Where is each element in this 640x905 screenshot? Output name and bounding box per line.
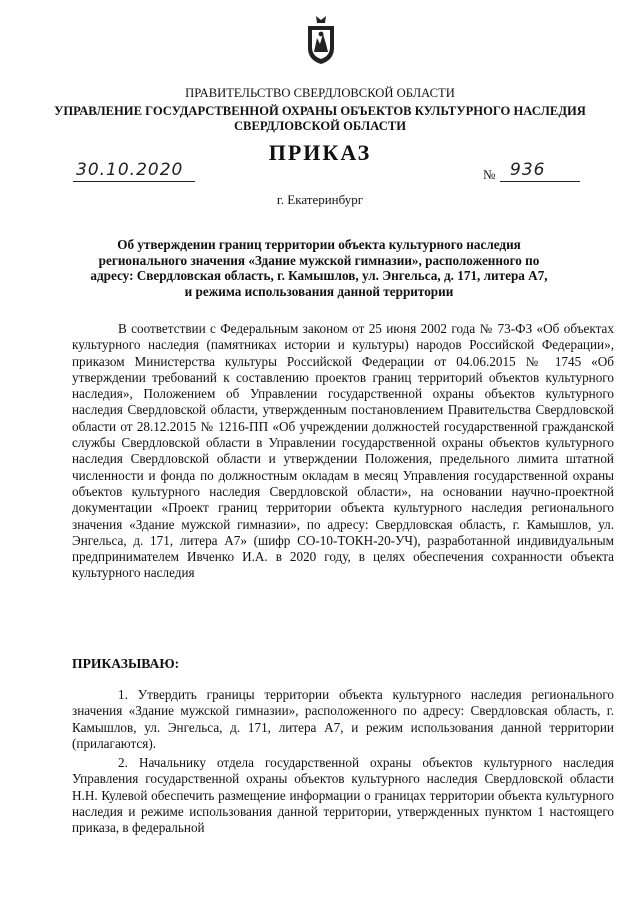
number-underline: [500, 181, 580, 182]
order-date: 30.10.2020: [76, 160, 184, 180]
preamble-paragraph: В соответствии с Федеральным законом от 25 июня 2002 года № 73-ФЗ «Об объектах культурного наследия (памятниках истории и культуры) народов Российской Федерации», приказом Министерства культуры Российской Федерации от 04.06.2015 № 1745 «Об утверждении требований к составлению проектов границ территорий объектов культурного наследия», Положением об Управлении государственной охраны объектов культурного наследия Свердловской области, утвержденным постановлением Правительства Свердловской области от 28.12.2015 № 1216-ПП «Об учреждении должностей государственной гражданской службы Свердловской области в Управлении государственной охраны объектов культурного наследия Свердловской области и утверждении Положения, предельного лимита штатной численности и фонда по должностным окладам в месяц Управления государственной охраны объектов культурного наследия Свердловской области», на основании научно-проектной документации «Проект границ территории объекта культурного наследия регионального значения «Здание мужской гимназии», по адресу: Свердловская область, г. Камышлов, ул. Энгельса, д. 171, литера А7» (шифр СО-10-ТОКН-20-УЧ), разработанной индивидуальным предпринимателем Ивченко И.А. в 2020 году, в целях обеспечения сохранности объекта культурного наследия: [72, 321, 614, 581]
order-title: Об утверждении границ территории объекта культурного наследия регионального значения «Здание мужской гимназии», расположенного по адресу: Свердловская область, г. Камышлов, ул. Энгельса, д. 171, литера А7, и режима использования данной территории: [90, 237, 548, 299]
city: г. Екатеринбург: [276, 192, 364, 207]
government-name: ПРАВИТЕЛЬСТВО СВЕРДЛОВСКОЙ ОБЛАСТИ: [185, 86, 455, 100]
order-item-1: 1. Утвердить границы территории объекта культурного наследия регионального значения «Здание мужской гимназии», расположенного по адресу: Свердловская область, г. Камышлов, ул. Энгельса, д. 171, литера А7, и режим использования данной территории (прилагаются).: [72, 687, 614, 751]
regional-coat-of-arms-icon: [304, 14, 338, 66]
department-name-line2: СВЕРДЛОВСКОЙ ОБЛАСТИ: [233, 119, 407, 133]
department-name: УПРАВЛЕНИЕ ГОСУДАРСТВЕННОЙ ОХРАНЫ ОБЪЕКТОВ КУЛЬТУРНОГО НАСЛЕДИЯ: [54, 104, 586, 118]
date-underline: [73, 181, 195, 182]
order-number: 936: [510, 160, 546, 180]
document-type-heading: ПРИКАЗ: [268, 140, 372, 165]
order-item-2: 2. Начальнику отдела государственной охраны объектов культурного наследия Управления государственной охраны объектов культурного наследия Свердловской области Н.Н. Кулевой обеспечить размещение информации о границах территории объекта культурного наследия и режиме использования данной территории, утвержденных пунктом 1 настоящего приказа, в федеральной: [72, 755, 614, 836]
order-number-label: №: [483, 167, 496, 182]
order-word: ПРИКАЗЫВАЮ:: [72, 656, 180, 671]
